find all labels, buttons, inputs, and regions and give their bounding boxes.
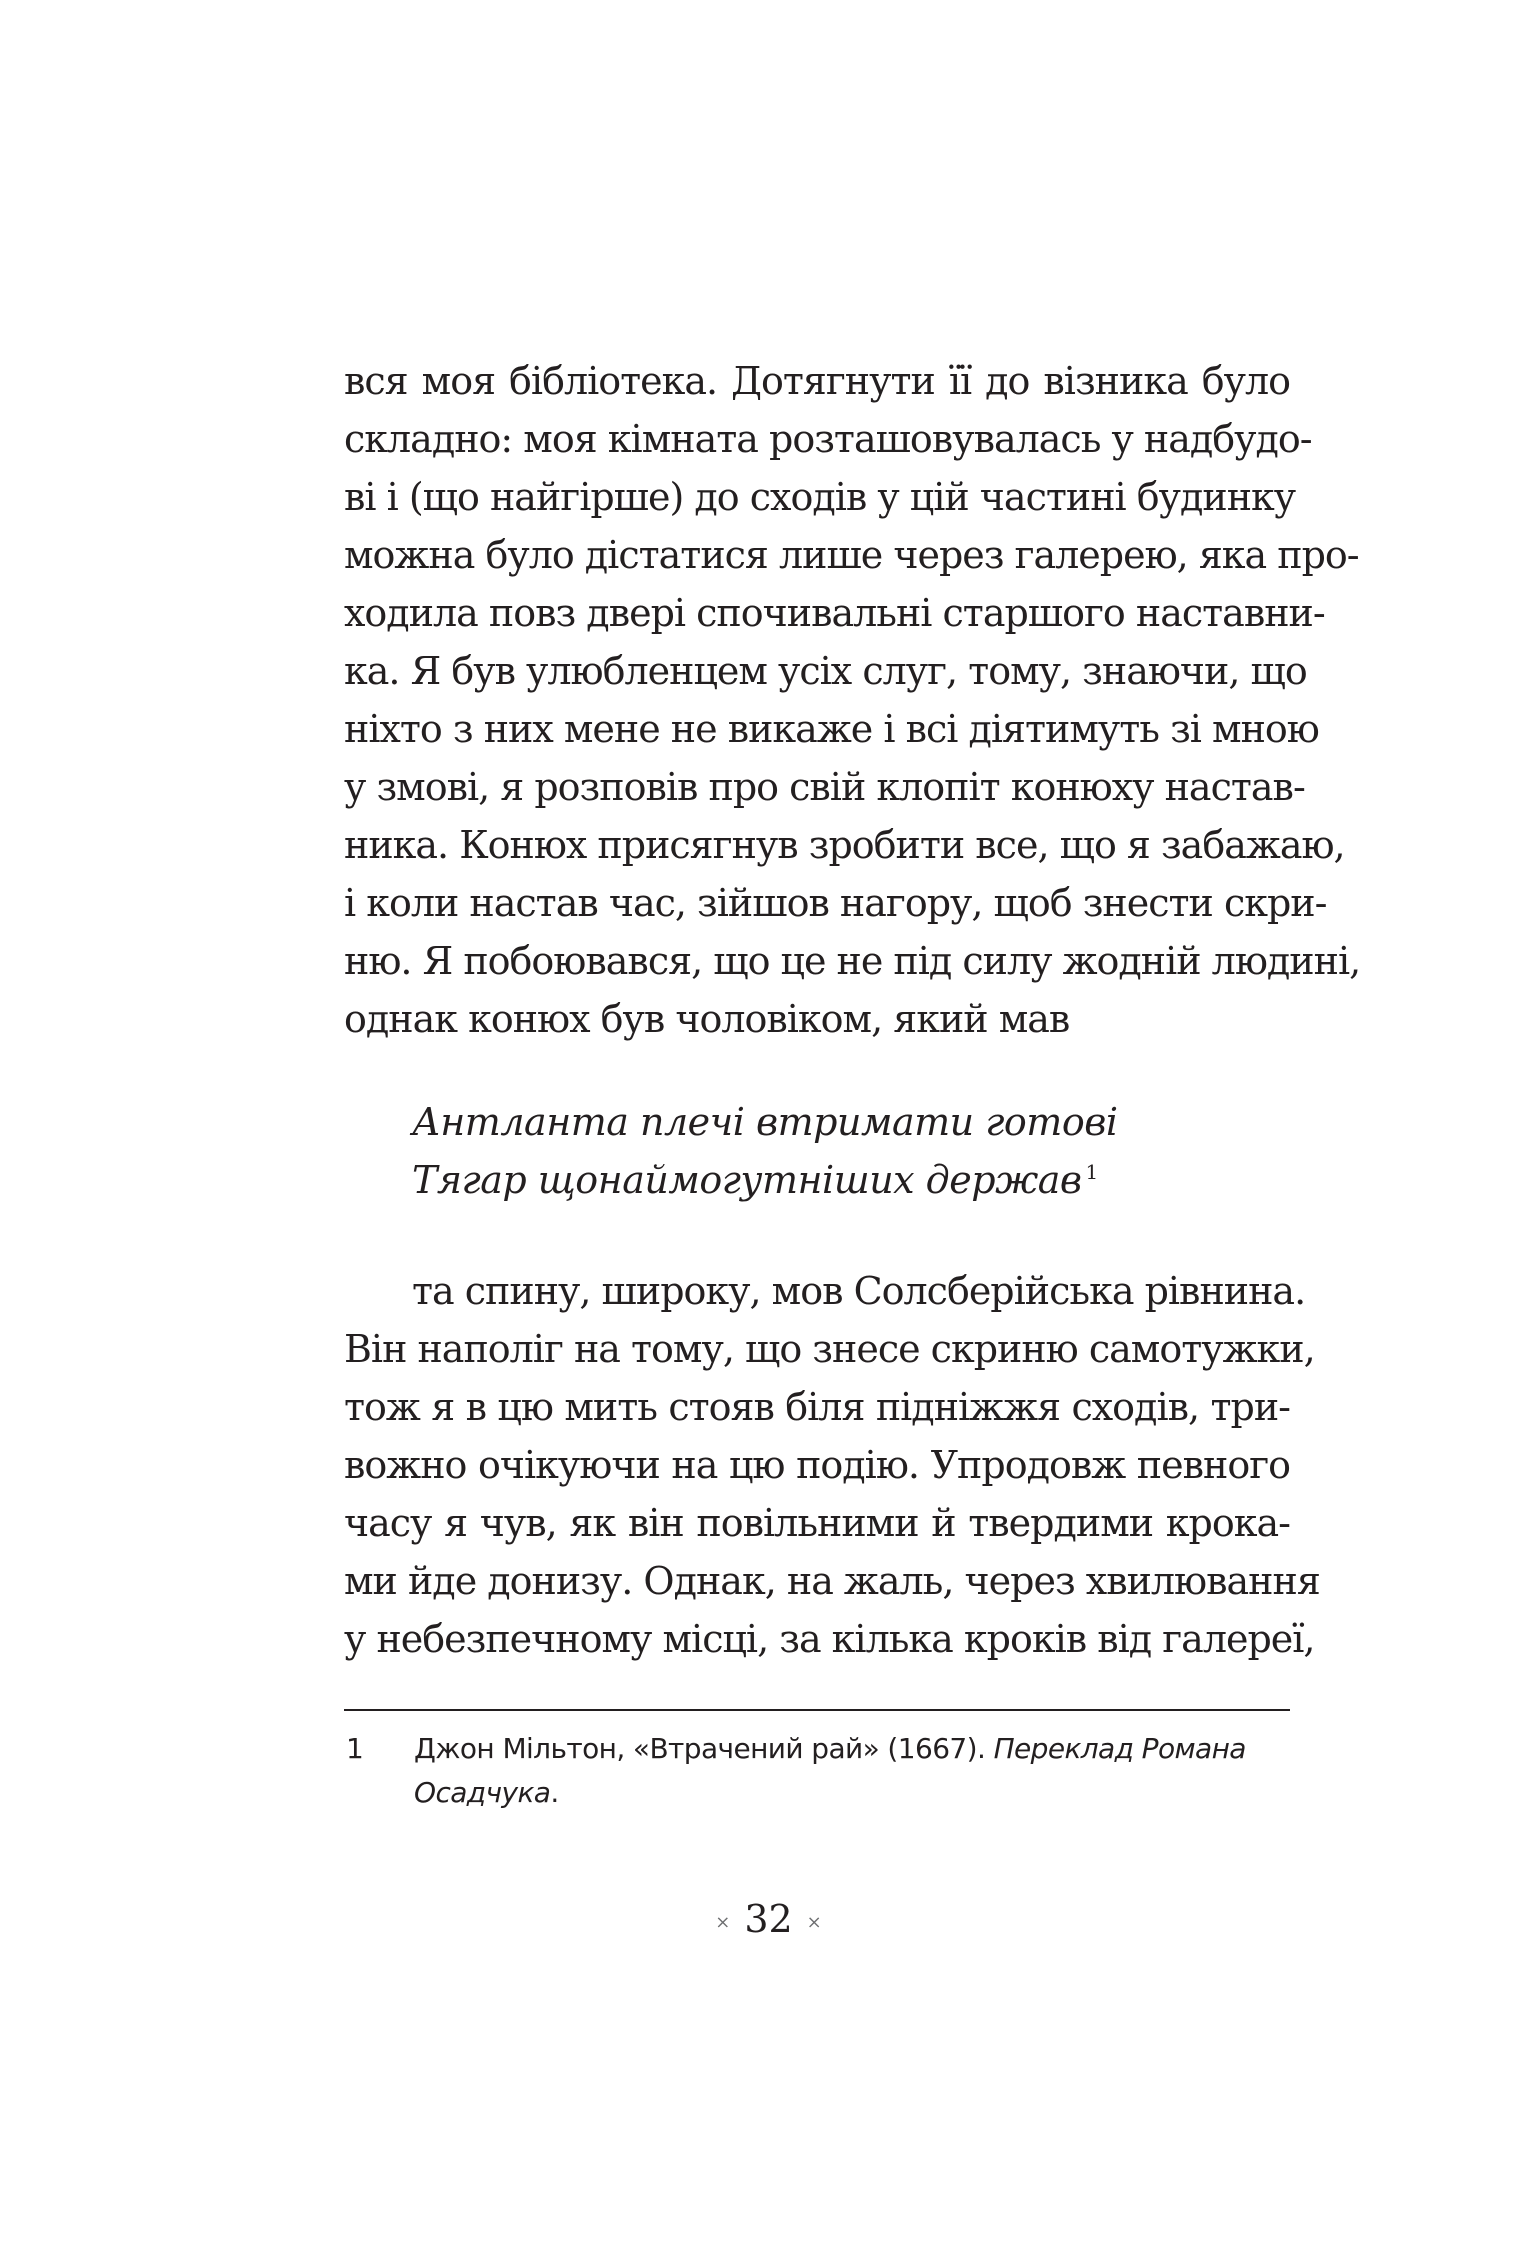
footnote-translator: Переклад Романа — [993, 1732, 1246, 1765]
page-number — [0, 1890, 1537, 1952]
text-line: вожно очікуючи на цю подію. Упродовж певного — [344, 1443, 1290, 1487]
text-line: та спину, широку, мов Солсберійська рівнина. — [412, 1269, 1306, 1313]
ornament-left-icon: × — [715, 1911, 731, 1933]
verse-line-text: Тягар щонаймогутніших держав — [412, 1158, 1082, 1202]
footnote-line — [344, 1727, 1290, 1771]
paragraph-2 — [344, 1262, 1320, 1668]
text-line: ві і (що найгірше) до сходів у цій частині будинку — [344, 475, 1296, 519]
verse-line: Антланта плечі втримати готові — [412, 1100, 1118, 1144]
text-line: і коли настав час, зійшов нагору, щоб знести скри- — [344, 881, 1327, 925]
text-line: ніхто з них мене не викаже і всі діятимуть зі мною — [344, 707, 1319, 751]
paragraph-1 — [344, 352, 1361, 1048]
page-number-value: 32 — [744, 1897, 793, 1941]
footnote-divider — [344, 1709, 1290, 1711]
ornament-right-icon: × — [806, 1911, 822, 1933]
text-line: Він наполіг на тому, що знесе скриню самотужки, — [344, 1327, 1315, 1371]
verse-quote — [412, 1093, 1117, 1209]
text-line: у небезпечному місці, за кілька кроків від галереї, — [344, 1617, 1315, 1661]
text-line: часу я чув, як він повільними й твердими крока- — [344, 1501, 1290, 1545]
text-line: тож я в цю мить стояв біля підніжжя сходів, три- — [344, 1385, 1290, 1429]
text-line: ню. Я побоювався, що це не під силу жодній людині, — [344, 939, 1361, 983]
footnote-translator-name: Осадчука — [414, 1776, 551, 1809]
footnote-reference[interactable]: 1 — [1085, 1160, 1098, 1185]
text-line: ника. Конюх присягнув зробити все, що я забажаю, — [344, 823, 1345, 867]
text-line: у змові, я розповів про свій клопіт конюху настав- — [344, 765, 1305, 809]
text-line: складно: моя кімната розташовувалась у надбудо- — [344, 417, 1312, 461]
text-line: ходила повз двері спочивальні старшого наставни- — [344, 591, 1325, 635]
verse-line — [412, 1151, 1117, 1209]
text-line: вся моя бібліотека. Дотягнути її до візника було — [344, 359, 1290, 403]
text-line: однак конюх був чоловіком, який мав — [344, 997, 1070, 1041]
footnote-line — [344, 1771, 1290, 1815]
footnote-period: . — [550, 1776, 559, 1809]
text-line: ка. Я був улюбленцем усіх слуг, тому, знаючи, що — [344, 649, 1307, 693]
footnote-number: 1 — [346, 1732, 364, 1765]
text-line: можна було дістатися лише через галерею, яка про- — [344, 533, 1359, 577]
footnote — [344, 1727, 1290, 1815]
text-line: ми йде донизу. Однак, на жаль, через хвилювання — [344, 1559, 1320, 1603]
footnote-citation: Джон Мільтон, «Втрачений рай» (1667). — [414, 1732, 986, 1765]
